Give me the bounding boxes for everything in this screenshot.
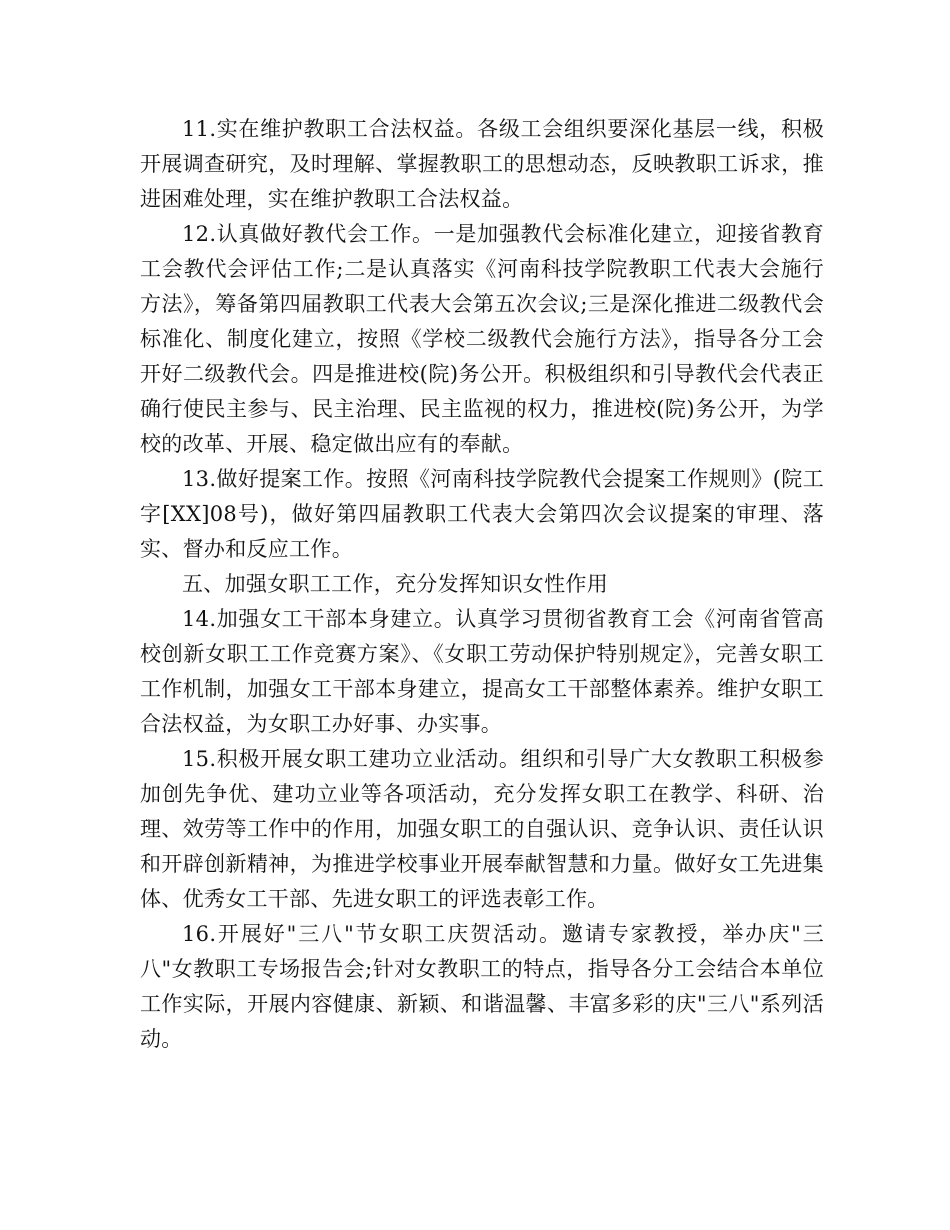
paragraph-item-12: 12.认真做好教代会工作。一是加强教代会标准化建立，迎接省教育工会教代会评估工作;二是认真落实《河南科技学院教职工代表大会施行方法》，筹备第四届教职工代表大会第五次会议;三是深化推进二级教代会标准化、制度化建立，按照《学校二级教代会施行方法》，指导各分工会开好二级教代会。四是推进校(院)务公开。积极组织和引导教代会代表正确行使民主参与、民主治理、民主监视的权力，推进校(院)务公开，为学校的改革、开展、稳定做出应有的奉献。 <box>140 222 824 456</box>
paragraph-item-13: 13.做好提案工作。按照《河南科技学院教代会提案工作规则》(院工字[XX]08号)，做好第四届教职工代表大会第四次会议提案的审理、落实、督办和反应工作。 <box>140 467 824 561</box>
paragraph-item-14: 14.加强女工干部本身建立。认真学习贯彻省教育工会《河南省管高校创新女职工工作竞赛方案》、《女职工劳动保护特别规定》，完善女职工工作机制，加强女工干部本身建立，提高女工干部整体素养。维护女职工合法权益，为女职工办好事、办实事。 <box>140 607 824 736</box>
paragraph-item-15: 15.积极开展女职工建功立业活动。组织和引导广大女教职工积极参加创先争优、建功立业等各项活动，充分发挥女职工在教学、科研、治理、效劳等工作中的作用，加强女职工的自强认识、竞争认识、责任认识和开辟创新精神，为推进学校事业开展奉献智慧和力量。做好女工先进集体、优秀女工干部、先进女职工的评选表彰工作。 <box>140 747 824 911</box>
paragraph-item-11: 11.实在维护教职工合法权益。各级工会组织要深化基层一线，积极开展调查研究，及时理解、掌握教职工的思想动态，反映教职工诉求，推进困难处理，实在维护教职工合法权益。 <box>140 117 824 211</box>
document-body <box>140 112 824 1057</box>
paragraph-item-16: 16.开展好"三八"节女职工庆贺活动。邀请专家教授，举办庆"三八"女教职工专场报告会;针对女教职工的特点，指导各分工会结合本单位工作实际，开展内容健康、新颖、和谐温馨、丰富多彩的庆"三八"系列活动。 <box>140 922 824 1051</box>
section-heading-5: 五、加强女职工工作，充分发挥知识女性作用 <box>182 572 608 596</box>
